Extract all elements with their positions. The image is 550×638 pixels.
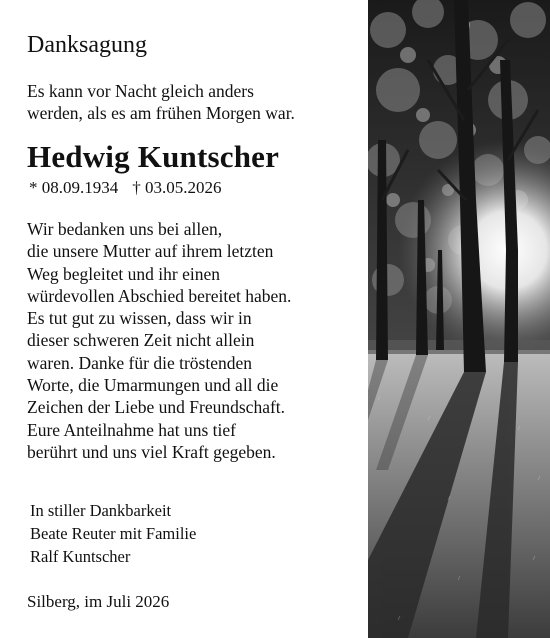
signature-block bbox=[30, 499, 196, 568]
thanks-line: Weg begleitet und ihr einen bbox=[27, 263, 220, 284]
thanks-line: Wir bedanken uns bei allen, bbox=[27, 219, 223, 239]
birth-date: * 08.09.1934 bbox=[29, 178, 119, 197]
death-date: † 03.05.2026 bbox=[132, 178, 222, 197]
thanks-line: waren. Danke für die tröstenden bbox=[27, 352, 252, 373]
motto-quote bbox=[27, 80, 295, 124]
memorial-photo bbox=[368, 0, 550, 638]
motto-line: werden, als es am frühen Morgen war. bbox=[27, 103, 295, 123]
thanks-line: Eure Anteilnahme hat uns tief bbox=[27, 419, 236, 440]
thanks-text bbox=[27, 218, 291, 463]
thanks-line: würdevollen Abschied bereitet haben. bbox=[27, 285, 292, 306]
motto-line: Es kann vor Nacht gleich anders bbox=[27, 81, 254, 101]
life-dates bbox=[29, 178, 222, 198]
thanks-line: berührt und uns viel Kraft gegeben. bbox=[27, 441, 276, 462]
thanks-line: Worte, die Umarmungen und all die bbox=[27, 375, 279, 396]
deceased-name: Hedwig Kuntscher bbox=[27, 139, 280, 174]
signer-name: Ralf Kuntscher bbox=[30, 547, 131, 566]
thanks-line: Es tut gut zu wissen, dass wir in bbox=[27, 308, 252, 329]
thanks-line: dieser schweren Zeit nicht allein bbox=[27, 330, 255, 351]
closing-line: In stiller Dankbarkeit bbox=[30, 501, 172, 520]
thanks-line: Zeichen der Liebe und Freundschaft. bbox=[27, 397, 286, 418]
notice-heading: Danksagung bbox=[27, 32, 147, 58]
thanks-line: die unsere Mutter auf ihrem letzten bbox=[27, 241, 274, 262]
place-date: Silberg, im Juli 2026 bbox=[27, 592, 170, 611]
signer-name: Beate Reuter mit Familie bbox=[30, 524, 197, 543]
